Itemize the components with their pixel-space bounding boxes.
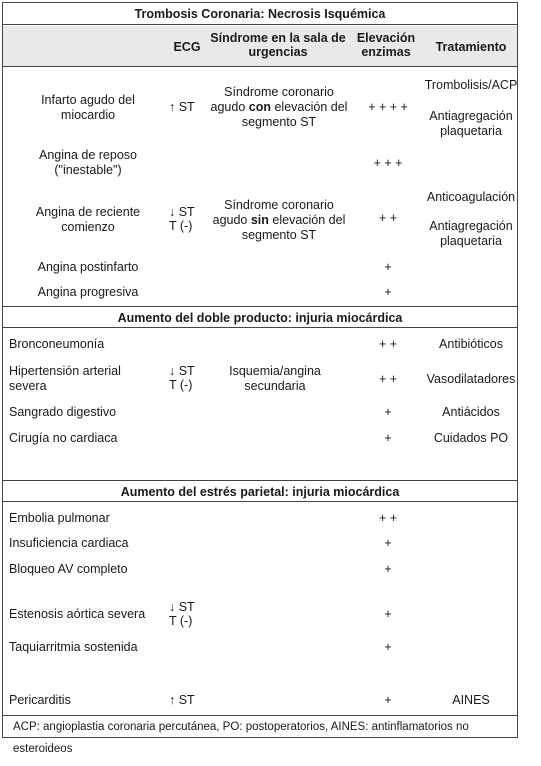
enzimas-angina-reciente: + + [378, 211, 398, 225]
section-title-trombosis: Trombosis Coronaria: Necrosis Isquémica [3, 3, 517, 25]
tratamiento-vasodilatadores: Vasodilatadores [426, 372, 516, 386]
enzimas-taquiarritmia: + [384, 640, 392, 654]
enzimas-infarto: + + + + [368, 100, 408, 114]
row-label-angina-postinfarto: Angina postinfarto [37, 260, 139, 274]
ecg-estenosis-st: ↓ ST [169, 600, 195, 614]
row-label-estenosis: Estenosis aórtica severa [9, 607, 146, 621]
tratamiento-anticoagulacion: Anticoagulación [426, 190, 516, 204]
header-tratamiento: Tratamiento [435, 40, 507, 54]
row-label-insuficiencia: Insuficiencia cardiaca [9, 536, 129, 550]
ecg-pericarditis: ↑ ST [169, 693, 195, 707]
row-label-bronconeumonia: Bronconeumonía [9, 337, 105, 351]
section-title-estres-parietal: Aumento del estrés parietal: injuria miocárdica [3, 480, 517, 502]
tratamiento-cuidados-po: Cuidados PO [433, 431, 509, 445]
row-label-bloqueo-av: Bloqueo AV completo [9, 562, 128, 576]
enzimas-bronconeumonia: + + [378, 337, 398, 351]
ecg-angina-reciente-t: T (-) [169, 219, 193, 233]
enzimas-bloqueo-av: + [384, 562, 392, 576]
row-label-taquiarritmia: Taquiarritmia sostenida [9, 640, 138, 654]
ecg-hipertension-st: ↓ ST [169, 364, 195, 378]
sindrome-isquemia: Isquemia/angina secundaria [229, 364, 321, 393]
row-label-angina-progresiva: Angina progresiva [37, 285, 139, 299]
enzimas-pericarditis: + [384, 693, 392, 707]
row-label-sangrado: Sangrado digestivo [9, 405, 117, 419]
tratamiento-antiacidos: Antiácidos [442, 405, 500, 419]
tratamiento-antiagregacion-1: Antiagregación plaquetaria [429, 109, 513, 138]
enzimas-hipertension: + + [378, 372, 398, 386]
ecg-hipertension-t: T (-) [169, 378, 193, 392]
section-title-doble-producto: Aumento del doble producto: injuria miocárdica [3, 306, 517, 328]
enzimas-sangrado: + [384, 405, 392, 419]
row-label-pericarditis: Pericarditis [9, 693, 71, 707]
enzimas-angina-postinfarto: + [384, 260, 392, 274]
row-label-embolia: Embolia pulmonar [9, 511, 110, 525]
row-label-angina-reposo: Angina de reposo ("inestable") [39, 148, 137, 177]
sindrome-sin-elevacion: Síndrome coronario agudo sin elevación del segmento ST [212, 198, 346, 242]
footnote: ACP: angioplastia coronaria percutánea, PO: postoperatorios, AINES: antinflamatorios no esteroideos [3, 715, 517, 737]
table-frame [2, 2, 518, 755]
row-label-hipertension: Hipertensión arterial severa [9, 364, 121, 393]
sindrome-con-elevacion: Síndrome coronario agudo con elevación del segmento ST [210, 85, 348, 129]
row-label-angina-reciente: Angina de reciente comienzo [35, 205, 141, 234]
enzimas-cirugia: + [384, 431, 392, 445]
tratamiento-antibioticos: Antibióticos [439, 337, 503, 351]
column-headers [3, 26, 517, 67]
tratamiento-trombolisis: Trombolisis/ACP [424, 78, 518, 92]
row-label-infarto: Infarto agudo del miocardio [41, 93, 135, 122]
enzimas-estenosis: + [384, 607, 392, 621]
header-sindrome: Síndrome en la sala de urgencias [210, 31, 346, 59]
enzimas-angina-progresiva: + [384, 285, 392, 299]
enzimas-insuficiencia: + [384, 536, 392, 550]
tratamiento-antiagregacion-2: Antiagregación plaquetaria [429, 219, 513, 248]
ecg-angina-reciente-st: ↓ ST [169, 205, 195, 219]
header-elevacion: Elevación enzimas [356, 31, 416, 59]
ecg-infarto: ↑ ST [169, 100, 195, 114]
enzimas-angina-reposo: + + + [373, 156, 403, 170]
row-label-cirugia: Cirugía no cardiaca [9, 431, 118, 445]
enzimas-embolia: + + [378, 511, 398, 525]
ecg-estenosis-t: T (-) [169, 614, 193, 628]
tratamiento-aines: AINES [452, 693, 490, 707]
header-ecg: ECG [173, 40, 201, 54]
